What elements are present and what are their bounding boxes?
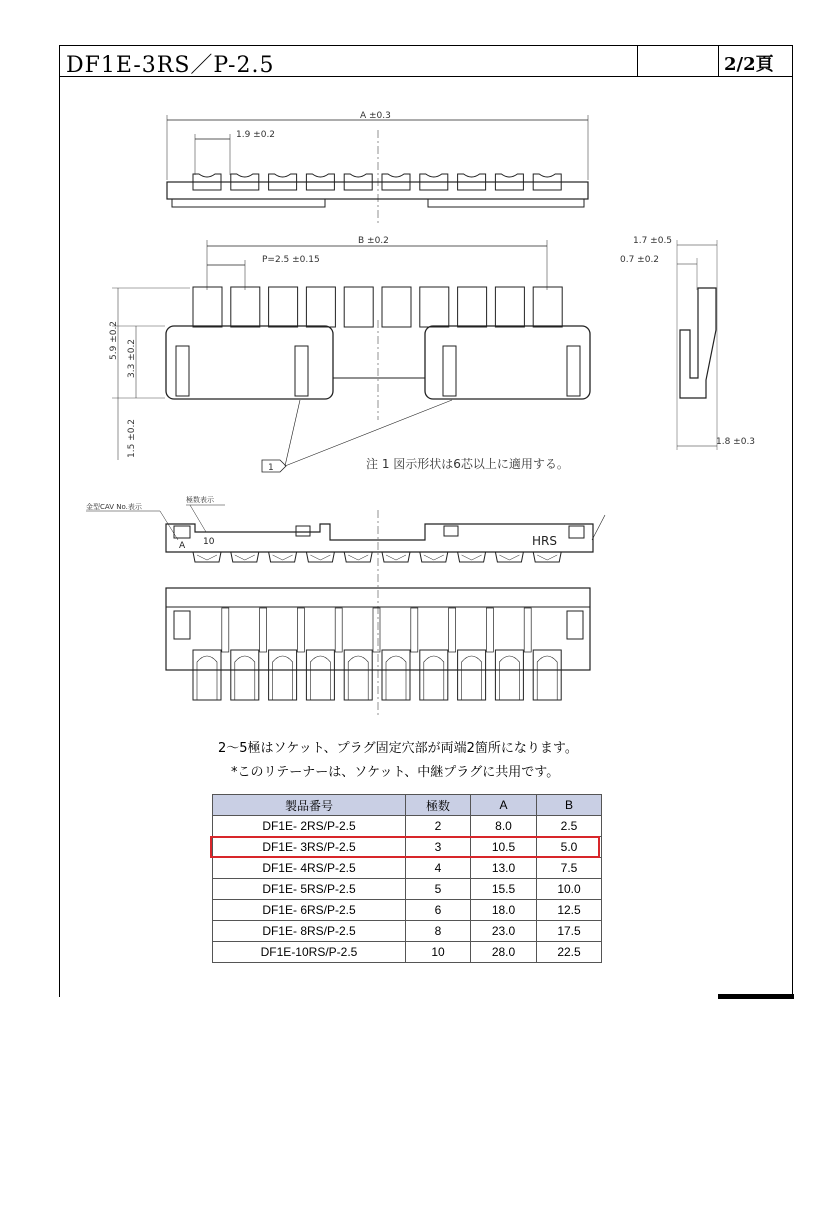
cell-poles: 8 [406,921,471,942]
front-pin [193,287,222,327]
plan-contact [424,656,444,700]
cell-poles: 6 [406,900,471,921]
cell-part-no: DF1E- 2RS/P-2.5 [213,816,406,837]
tooth-mark [424,555,434,560]
plan-rib [335,608,342,652]
plan-contact [310,656,330,700]
bottom-tooth [533,552,561,562]
plan-contact [462,656,482,700]
cell-b: 22.5 [537,942,602,963]
tooth-mark [386,555,396,560]
front-pin [382,287,411,327]
cell-poles: 10 [406,942,471,963]
spec-table [212,794,602,963]
bottom-tooth [306,552,334,562]
page-number: 2/2頁 [724,54,774,75]
tooth-mark [310,555,320,560]
table-row [213,858,602,879]
plan-rib [373,608,380,652]
tooth-mark [499,555,509,560]
cell-a: 10.5 [471,837,537,858]
plan-rib [411,608,418,652]
bottom-tooth [193,552,221,562]
tooth-mark [207,555,217,560]
bottom-tooth [458,552,486,562]
cell-b: 5.0 [537,837,602,858]
bottom-tooth [269,552,297,562]
bottom-rule [718,994,794,999]
dim-pitch-top: 1.9 ±0.2 [236,130,276,140]
front-pin [458,287,487,327]
cell-b: 17.5 [537,921,602,942]
cell-part-no: DF1E- 6RS/P-2.5 [213,900,406,921]
top-view [167,111,588,225]
plan-rib [449,608,456,652]
cell-poles: 4 [406,858,471,879]
plan-rib [486,608,493,652]
corner-mark: A [179,541,186,551]
col-header-poles: 極数 [406,795,471,816]
plan-contact [273,656,293,700]
cell-poles: 3 [406,837,471,858]
bottom-tooth [420,552,448,562]
bottom-tooth [231,552,259,562]
table-header-row [213,795,602,816]
cell-b: 10.0 [537,879,602,900]
tooth-mark [472,555,482,560]
front-pin [420,287,449,327]
dim-h2: 3.3 ±0.2 [127,338,137,378]
col-header-a: A [471,795,537,816]
table-row [213,942,602,963]
poles-value: 10 [203,537,215,547]
bottom-tooth [382,552,410,562]
front-pin [269,287,298,327]
cell-part-no: DF1E- 8RS/P-2.5 [213,921,406,942]
plan-rib [222,608,229,652]
cell-a: 23.0 [471,921,537,942]
tooth-mark [245,555,255,560]
plan-rib [297,608,304,652]
plan-contact [386,656,406,700]
front-pin [533,287,562,327]
bottom-tooth [495,552,523,562]
plan-rib [524,608,531,652]
tooth-mark [509,555,519,560]
cell-part-no: DF1E-10RS/P-2.5 [213,942,406,963]
col-header-b: B [537,795,602,816]
highlighted-row-outline [210,836,600,858]
cell-part-no: DF1E- 3RS/P-2.5 [213,837,406,858]
dim-side3: 1.8 ±0.3 [716,437,756,447]
dim-a: A ±0.3 [360,111,391,121]
table-row [213,879,602,900]
plan-rib [260,608,267,652]
poles-label: 極数表示 [186,496,214,504]
plan-contact [197,656,217,700]
dim-b: B ±0.2 [358,236,389,246]
col-header-part-no: 製品番号 [213,795,406,816]
cav-label: 金型CAV No.表示 [86,503,142,511]
front-view [109,236,590,473]
tooth-mark [320,555,330,560]
plan-contact [235,656,255,700]
drawing-note: 注 1 図示形状は6芯以上に適用する。 [366,457,569,471]
tooth-mark [283,555,293,560]
tooth-mark [358,555,368,560]
document-title: DF1E-3RS／P-2.5 [66,53,275,78]
plan-contact [499,656,519,700]
plan-contact [537,656,557,700]
cell-a: 18.0 [471,900,537,921]
tooth-mark [434,555,444,560]
cell-poles: 2 [406,816,471,837]
dim-h3: 1.5 ±0.2 [127,418,137,458]
tooth-mark [348,555,358,560]
front-pin [306,287,335,327]
cell-poles: 5 [406,879,471,900]
side-view [620,236,755,450]
note-line-2: *このリテーナーは、ソケット、中継プラグに共用です。 [231,765,560,780]
cell-part-no: DF1E- 4RS/P-2.5 [213,858,406,879]
tooth-mark [537,555,547,560]
cell-a: 13.0 [471,858,537,879]
hrs-logo: HRS [532,534,557,548]
cell-part-no: DF1E- 5RS/P-2.5 [213,879,406,900]
note-line-1: 2～5極はソケット、プラグ固定穴部が両端2箇所になります。 [218,741,578,756]
bottom-view [86,495,605,715]
cell-b: 7.5 [537,858,602,879]
front-pin [495,287,524,327]
front-pin [344,287,373,327]
note-marker: 1 [268,463,274,473]
cell-a: 28.0 [471,942,537,963]
cell-a: 15.5 [471,879,537,900]
plan-contact [348,656,368,700]
dim-pitch: P=2.5 ±0.15 [262,255,320,265]
cell-b: 12.5 [537,900,602,921]
tooth-mark [235,555,245,560]
tooth-mark [396,555,406,560]
bottom-tooth [344,552,372,562]
table-row [213,816,602,837]
dim-side2: 0.7 ±0.2 [620,255,660,265]
cell-a: 8.0 [471,816,537,837]
dim-h1: 5.9 ±0.2 [109,320,119,360]
cell-b: 2.5 [537,816,602,837]
tooth-mark [462,555,472,560]
table-row [213,900,602,921]
table-row [213,921,602,942]
tooth-mark [547,555,557,560]
tooth-mark [197,555,207,560]
dim-side1: 1.7 ±0.5 [633,236,673,246]
tooth-mark [273,555,283,560]
front-pin [231,287,260,327]
